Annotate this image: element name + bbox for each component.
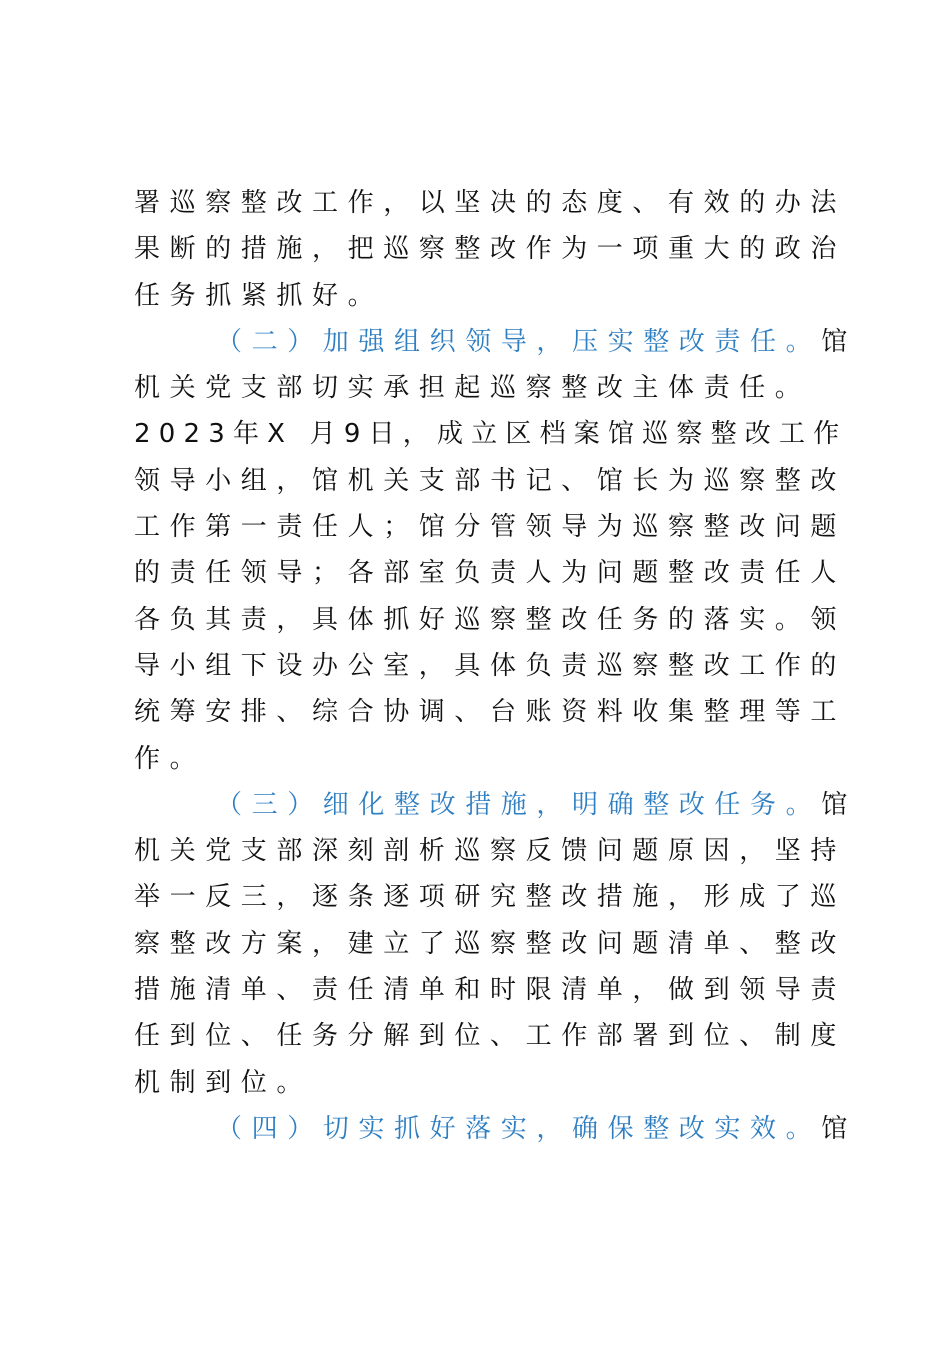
body-line: 导小组下设办公室，具体负责巡察整改工作的 [134, 650, 847, 681]
body-line: 署巡察整改工作，以坚决的态度、有效的办法 [134, 188, 847, 218]
section-heading-4: （四）切实抓好落实，确保整改实效。 [216, 1113, 822, 1144]
body-line: 果断的措施，把巡察整改作为一项重大的政治 [134, 234, 847, 265]
body-line: 作。 [134, 743, 206, 774]
document-body [134, 180, 857, 1152]
section-heading-line [134, 319, 857, 365]
body-line: 措施清单、责任清单和时限清单，做到领导责 [134, 975, 847, 1006]
body-line: 任到位、任务分解到位、工作部署到位、制度 [134, 1021, 847, 1052]
body-line: 机关党支部深刻剖析巡察反馈问题原因，坚持 [134, 836, 847, 867]
section-heading-line [134, 782, 857, 828]
section-heading-line [134, 1106, 857, 1152]
body-line: 统筹安排、综合协调、台账资料收集整理等工 [134, 697, 847, 728]
section-heading-3: （三）细化整改措施，明确整改任务。 [216, 789, 822, 820]
section-heading-2: （二）加强组织领导，压实整改责任。 [216, 326, 822, 357]
body-line: 任务抓紧抓好。 [134, 280, 384, 311]
body-line: 机制到位。 [134, 1067, 313, 1098]
body-line: 工作第一责任人；馆分管领导为巡察整改问题 [134, 512, 847, 543]
body-line: 各负其责，具体抓好巡察整改任务的落实。领 [134, 604, 847, 635]
body-text: 馆 [821, 789, 857, 820]
body-text: 馆 [821, 1113, 857, 1144]
body-line: 领导小组，馆机关支部书记、馆长为巡察整改 [134, 465, 847, 496]
body-line: 举一反三，逐条逐项研究整改措施，形成了巡 [134, 882, 847, 913]
body-line: 察整改方案，建立了巡察整改问题清单、整改 [134, 928, 847, 959]
body-line: 机关党支部切实承担起巡察整改主体责任。 [134, 373, 811, 404]
body-text: 馆 [821, 326, 857, 357]
body-line: 2023年X 月9日，成立区档案馆巡察整改工作 [134, 419, 848, 450]
body-line: 的责任领导；各部室负责人为问题整改责任人 [134, 558, 847, 589]
